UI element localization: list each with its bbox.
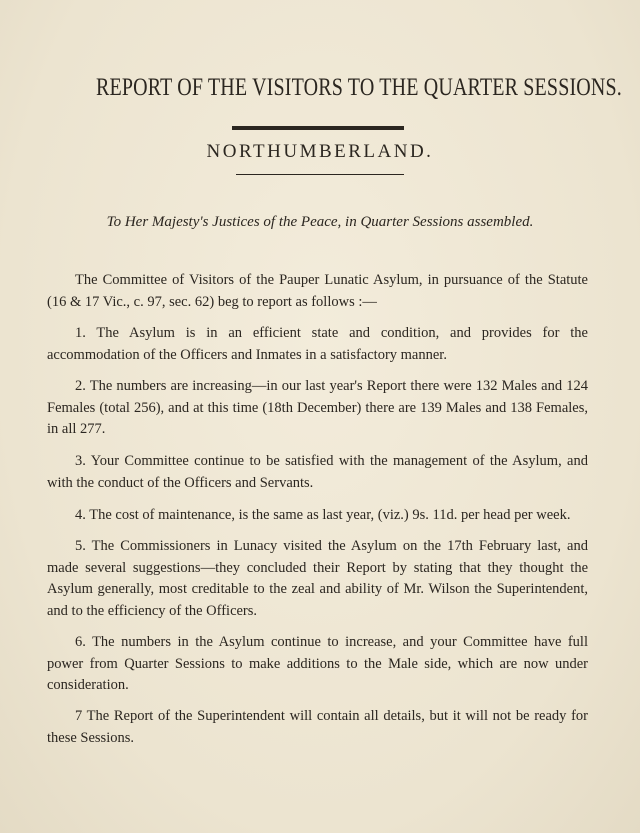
paragraph-7: 7 The Report of the Superintendent will contain all details, but it will not be ready for these Sessions. bbox=[47, 708, 588, 746]
paragraph-3: 3. Your Committee continue to be satisfied with the management of the Asylum, and with the conduct of the Officers and Servants. bbox=[47, 453, 588, 491]
paragraph-5: 5. The Commissioners in Lunacy visited the Asylum on the 17th February last, and made several suggestions—they concluded their Report by stating that they thought the Asylum generally, most creditable to the zeal and ability of Mr. Wilson the Superintendent, and to the efficiency of the Officers. bbox=[47, 538, 588, 619]
county-rule bbox=[236, 174, 404, 175]
paragraph-6: 6. The numbers in the Asylum continue to increase, and your Committee have full power from Quarter Sessions to make additions to the Male side, which are now under consideration. bbox=[47, 634, 588, 693]
intro-paragraph: The Committee of Visitors of the Pauper Lunatic Asylum, in pursuance of the Statute (16 & 17 Vic., c. 97, sec. 62) beg to report as follows :— bbox=[47, 272, 588, 310]
address-line: To Her Majesty's Justices of the Peace, in Quarter Sessions assembled. bbox=[106, 214, 534, 230]
paragraph-2: 2. The numbers are increasing—in our last year's Report there were 132 Males and 124 Females (total 256), and at this time (18th December) there are 139 Males and 138 Females, in all 277. bbox=[47, 378, 588, 437]
paragraph-1: 1. The Asylum is in an efficient state and condition, and provides for the accommodation of the Officers and Inmates in a satisfactory manner. bbox=[47, 325, 588, 363]
title-rule-thick bbox=[232, 126, 404, 130]
county-heading: NORTHUMBERLAND. bbox=[206, 141, 434, 162]
report-title: REPORT OF THE VISITORS TO THE QUARTER SESSIONS. bbox=[96, 74, 622, 101]
paragraph-4: 4. The cost of maintenance, is the same as last year, (viz.) 9s. 11d. per head per week. bbox=[75, 507, 571, 523]
